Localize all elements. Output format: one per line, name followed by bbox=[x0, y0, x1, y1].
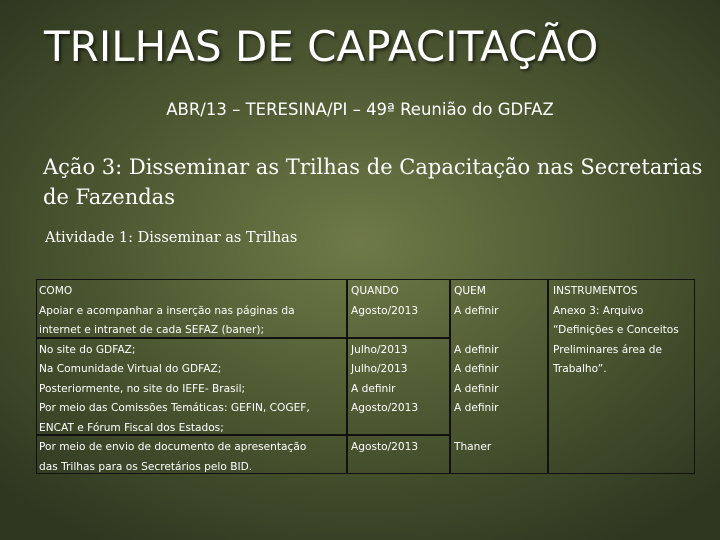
como-line: Por meio de envio de documento de apresentação bbox=[39, 441, 307, 453]
instrumentos-column bbox=[553, 282, 693, 473]
header-quando: QUANDO bbox=[351, 285, 399, 297]
como-line: No site do GDFAZ; bbox=[39, 343, 136, 356]
como-line: das Trilhas para os Secretários pelo BID. bbox=[39, 460, 253, 473]
column-divider bbox=[547, 280, 549, 473]
quem-column bbox=[454, 282, 544, 473]
como-line: Na Comunidade Virtual do GDFAZ; bbox=[39, 363, 222, 375]
instrumentos-line: Preliminares área de bbox=[553, 343, 662, 356]
quando-cell: Agosto/2013 bbox=[351, 402, 419, 414]
header-instrumentos: INSTRUMENTOS bbox=[553, 285, 638, 297]
header-como: COMO bbox=[39, 285, 73, 297]
quem-cell: A definir bbox=[454, 402, 499, 414]
instrumentos-line: “Definições e Conceitos bbox=[553, 324, 679, 336]
como-line: Apoiar e acompanhar a inserção nas páginas da bbox=[39, 304, 295, 317]
slide-title: TRILHAS DE CAPACITAÇÃO bbox=[44, 22, 599, 71]
column-divider bbox=[449, 280, 451, 473]
como-line: internet e intranet de cada SEFAZ (baner); bbox=[39, 324, 265, 336]
quem-cell: Thaner bbox=[454, 441, 492, 453]
quando-column bbox=[351, 282, 446, 473]
header-quem: QUEM bbox=[454, 285, 486, 297]
quem-cell: A definir bbox=[454, 363, 499, 375]
quando-cell: Agosto/2013 bbox=[351, 441, 419, 453]
acao-heading: Ação 3: Disseminar as Trilhas de Capacitação nas Secretarias de Fazendas bbox=[43, 155, 703, 209]
column-divider bbox=[346, 280, 348, 473]
quando-cell: Agosto/2013 bbox=[351, 304, 419, 317]
quando-cell: Julho/2013 bbox=[351, 343, 408, 356]
como-line: ENCAT e Fórum Fiscal dos Estados; bbox=[39, 421, 224, 434]
instrumentos-line: Anexo 3: Arquivo bbox=[553, 304, 644, 317]
como-line: Por meio das Comissões Temáticas: GEFIN, COGEF, bbox=[39, 402, 310, 414]
quem-cell: A definir bbox=[454, 304, 499, 317]
quando-cell: A definir bbox=[351, 382, 396, 395]
quem-cell: A definir bbox=[454, 343, 499, 356]
como-column bbox=[39, 282, 344, 473]
quem-cell: A definir bbox=[454, 382, 499, 395]
como-line: Posteriormente, no site do IEFE- Brasil; bbox=[39, 382, 246, 395]
instrumentos-line: Trabalho”. bbox=[553, 363, 607, 375]
quando-cell: Julho/2013 bbox=[351, 363, 408, 375]
slide-subtitle: ABR/13 – TERESINA/PI – 49ª Reunião do GDFAZ bbox=[166, 100, 554, 119]
trilhas-table bbox=[36, 279, 695, 474]
atividade-heading: Atividade 1: Disseminar as Trilhas bbox=[45, 230, 298, 246]
